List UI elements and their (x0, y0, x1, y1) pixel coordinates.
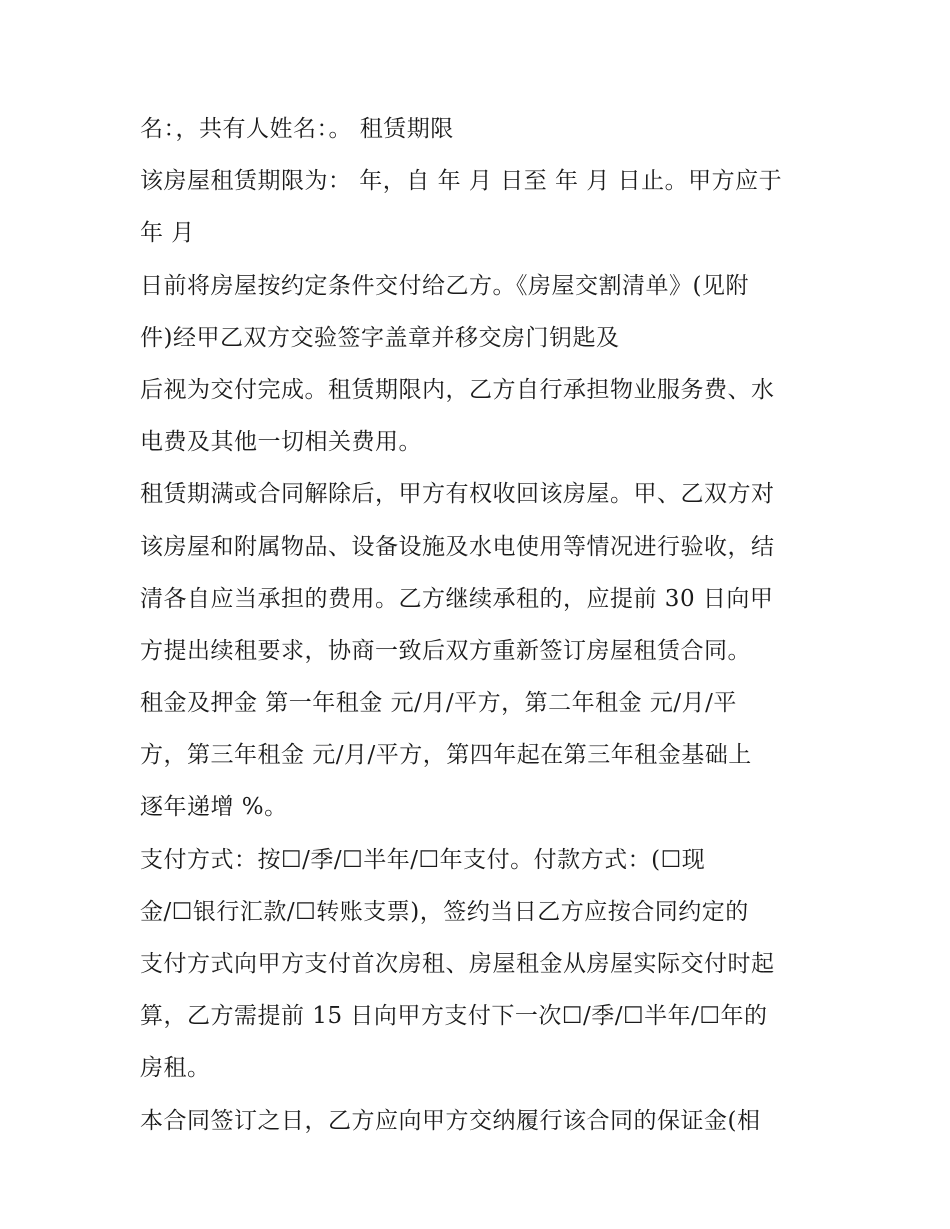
text-line: 算，乙方需提前 15 日向甲方支付下一次☐/季/☐半年/☐年的 (140, 1003, 768, 1030)
text-line: 清各自应当承担的费用。乙方继续承租的，应提前 30 日向甲 (140, 585, 774, 612)
text-line: 该房屋租赁期限为： 年，自 年 月 日至 年 月 日止。甲方应于 (140, 168, 783, 195)
text-line: 支付方式：按☐/季/☐半年/☐年支付。付款方式：(☐现 (140, 846, 706, 873)
text-line: 房租。 (140, 1055, 211, 1082)
text-line: 该房屋和附属物品、设备设施及水电使用等情况进行验收，结 (140, 533, 775, 560)
text-line: 件)经甲乙双方交验签字盖章并移交房门钥匙及 (140, 324, 620, 351)
contract-text-body (140, 112, 820, 1156)
text-line: 方提出续租要求，协商一致后双方重新签订房屋租赁合同。 (140, 637, 751, 664)
text-line: 年 月 (140, 220, 195, 247)
text-line: 本合同签订之日，乙方应向甲方交纳履行该合同的保证金(相 (140, 1107, 761, 1134)
text-line: 逐年递增 %。 (140, 794, 288, 821)
text-line: 金/☐银行汇款/☐转账支票)，签约当日乙方应按合同约定的 (140, 898, 749, 925)
text-line: 名：，共有人姓名：。 租赁期限 (140, 116, 454, 142)
text-line: 日前将房屋按约定条件交付给乙方。《房屋交割清单》(见附 (140, 272, 749, 299)
text-line: 租赁期满或合同解除后，甲方有权收回该房屋。甲、乙双方对 (140, 481, 775, 508)
text-line: 方，第三年租金 元/月/平方，第四年起在第三年租金基础上 (140, 742, 752, 769)
text-line: 后视为交付完成。租赁期限内，乙方自行承担物业服务费、水 (140, 376, 775, 403)
text-line: 租金及押金 第一年租金 元/月/平方，第二年租金 元/月/平 (140, 690, 737, 717)
text-line: 支付方式向甲方支付首次房租、房屋租金从房屋实际交付时起 (140, 951, 775, 977)
text-line: 电费及其他一切相关费用。 (140, 429, 422, 456)
